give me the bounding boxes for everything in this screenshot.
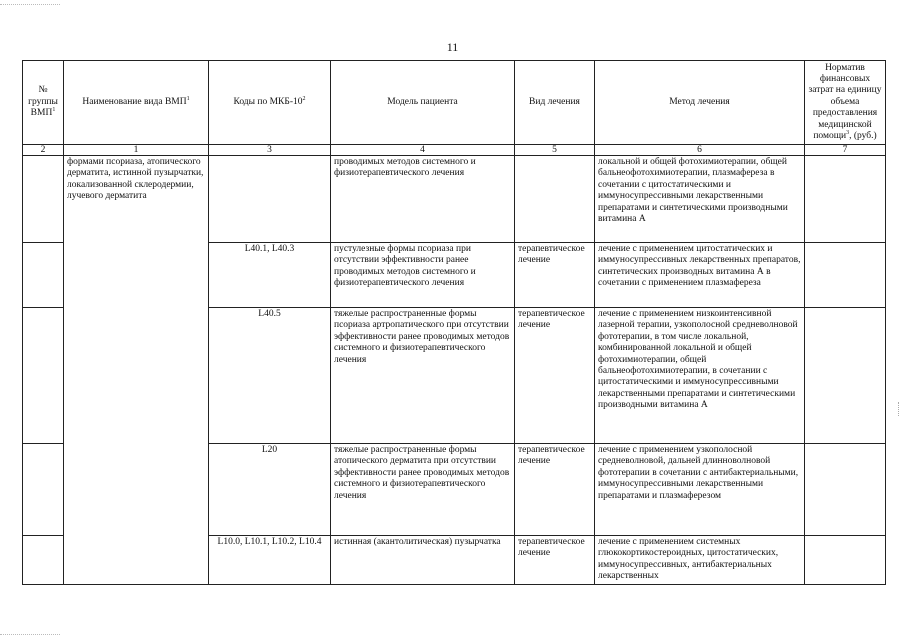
header-norm: Норматив финансовых затрат на единицу объема предоставления медицинской помощи$^3$, (руб.) (805, 61, 886, 145)
header-group-no: № группы ВМП$^1$ (23, 61, 64, 145)
model-cell: тяжелые распространенные формы псориаза артропатического при отсутствии эффективности ранее проводимых методов системного и физиотерапевтического лечения (331, 308, 515, 444)
group-no-cell (23, 308, 64, 444)
col-number: 4 (331, 145, 515, 156)
col-number: 6 (595, 145, 805, 156)
header-row (23, 61, 886, 145)
group-no-cell (23, 444, 64, 536)
scan-corner-mark (0, 0, 60, 5)
method-cell: лечение с применением системных глюкокортикостероидных, цитостатических, иммуносупрессивных, антибактериальных лекарственных (595, 536, 805, 585)
norm-cell (805, 308, 886, 444)
scan-bottom-mark (0, 634, 60, 639)
col-number: 7 (805, 145, 886, 156)
treatment-cell: терапевтическое лечение (515, 243, 595, 308)
treatment-cell (515, 156, 595, 243)
header-method: Метод лечения (595, 61, 805, 145)
column-number-row (23, 145, 886, 156)
header-name: Наименование вида ВМП$^1$ (64, 61, 209, 145)
codes-cell: L40.5 (209, 308, 331, 444)
page-number: 11 (446, 40, 459, 54)
group-no-cell (23, 156, 64, 243)
codes-cell: L10.0, L10.1, L10.2, L10.4 (209, 536, 331, 585)
model-cell: тяжелые распространенные формы атопического дерматита при отсутствии эффективности ранее проводимых методов системного и физиотерапевтического лечения (331, 444, 515, 536)
treatment-cell: терапевтическое лечение (515, 536, 595, 585)
col-number: 5 (515, 145, 595, 156)
scan-edge-mark (898, 402, 901, 416)
group-no-cell (23, 243, 64, 308)
codes-cell: L20 (209, 444, 331, 536)
group-no-cell (23, 536, 64, 585)
vmp-table (22, 60, 886, 585)
col-number: 1 (64, 145, 209, 156)
table-row (23, 156, 886, 243)
norm-cell (805, 243, 886, 308)
method-cell: лечение с применением узкополосной средневолновой, дальней длинноволновой фототерапии в сочетании с антибактериальными, иммуносупрессивными лекарственными препаратами и плазмаферезом (595, 444, 805, 536)
codes-cell (209, 156, 331, 243)
codes-cell: L40.1, L40.3 (209, 243, 331, 308)
method-cell: локальной и общей фотохимиотерапии, общей бальнеофотохимиотерапии, плазмафереза в сочетании с цитостатическими и иммуносупрессивными лекарственными препаратами и синтетическими производными витамина А (595, 156, 805, 243)
col-number: 2 (23, 145, 64, 156)
norm-cell (805, 536, 886, 585)
treatment-cell: терапевтическое лечение (515, 308, 595, 444)
method-cell: лечение с применением цитостатических и иммуносупрессивных лекарственных препаратов, синтетических производных витамина А в сочетании с применением плазмафереза (595, 243, 805, 308)
model-cell: проводимых методов системного и физиотерапевтического лечения (331, 156, 515, 243)
model-cell: пустулезные формы псориаза при отсутствии эффективности ранее проводимых методов системного и физиотерапевтического лечения (331, 243, 515, 308)
header-model: Модель пациента (331, 61, 515, 145)
model-cell: истинная (акантолитическая) пузырчатка (331, 536, 515, 585)
norm-cell (805, 444, 886, 536)
header-codes: Коды по МКБ-$10^2$ (209, 61, 331, 145)
norm-cell (805, 156, 886, 243)
treatment-cell: терапевтическое лечение (515, 444, 595, 536)
vmp-name-cell: формами псориаза, атопического дерматита, истинной пузырчатки, локализованной склеродермии, лучевого дерматита (64, 156, 209, 585)
header-treatment-type: Вид лечения (515, 61, 595, 145)
col-number: 3 (209, 145, 331, 156)
method-cell: лечение с применением низкоинтенсивной лазерной терапии, узкополосной средневолновой фототерапии, в том числе локальной, комбинированной локальной и общей фотохимиотерапии, общей бальнеофотохимиотерапии, в сочетании с цитостатическими и иммуносупрессивными лекарственными препаратами и синтетическими производными витамина А (595, 308, 805, 444)
